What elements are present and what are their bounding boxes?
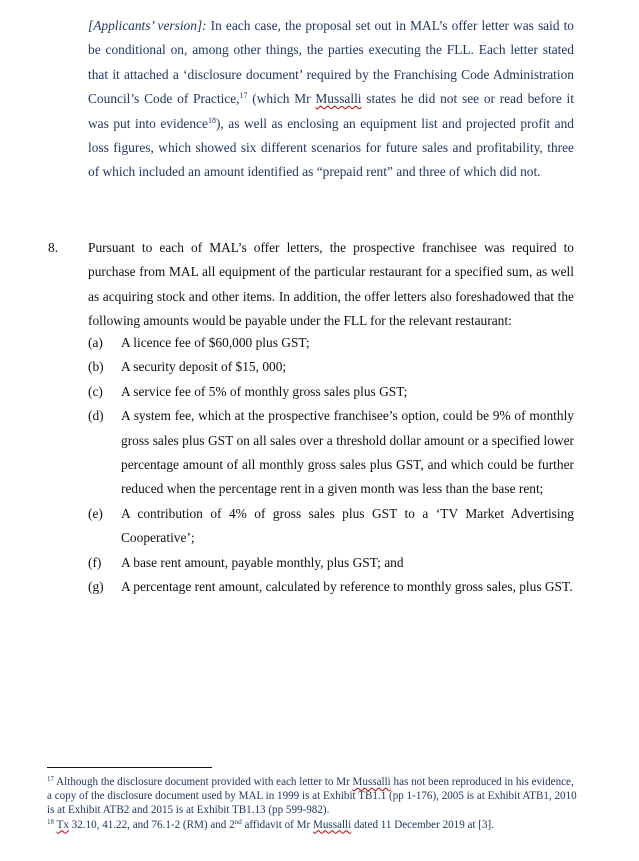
list-item-text: A percentage rent amount, calculated by reference to monthly gross sales, plus GST. [121, 579, 573, 595]
list-item-text: A licence fee of $60,000 plus GST; [121, 335, 310, 350]
footnote-18 [47, 818, 577, 832]
footnote-17-text-a: Although the disclosure document provided with each letter to Mr [54, 776, 353, 788]
list-marker: (b) [88, 359, 104, 375]
footnote-18-text-c: dated 11 December 2019 at [3]. [351, 818, 495, 831]
footnote-18-text-b: affidavit of Mr [241, 818, 313, 831]
list-item-text: A system fee, which at the prospective franchisee’s option, could be 9% of monthly gross sales plus GST on all sales over a threshold dollar amount or a specified lower percentage amount of all monthly gross sales plus GST, and which could be further reduced when the percentage rent in a given month was less than the base rent; [121, 408, 574, 497]
paragraph-number: 8. [48, 240, 59, 255]
list-marker: (d) [88, 408, 104, 424]
spellcheck-word-tx[interactable]: Tx [56, 818, 69, 831]
applicants-text-2: (which Mr [247, 91, 316, 107]
footnote-17-text-b: has not been reproduced in his evidence, a copy of the disclosure document used by MAL in 1999 is at Exhibit TB1.1 (pp 1-176), 2005 is at Exhibit ATB1, 2010 is at Exhibit ATB2 and 2015 is at Exhibit TB1.13 (pp 599-982). [47, 776, 577, 817]
list-marker: (c) [88, 383, 103, 399]
footnote-17 [47, 775, 577, 818]
paragraph-8-text: Pursuant to each of MAL’s offer letters, the prospective franchisee was required to purchase from MAL all equipment of the particular restaurant for a specified sum, as well as acquiring stock and other items. In addition, the offer letters also foreshadowed that the following amounts would be payable under the FLL for the relevant restaurant: [88, 240, 574, 329]
spellcheck-word-mussalli[interactable]: Mussalli [352, 776, 391, 788]
list-item-text: A contribution of 4% of gross sales plus GST to a ‘TV Market Advertising Cooperative’; [121, 505, 574, 546]
list-item [88, 355, 574, 379]
list-item-text: A security deposit of $15, 000; [121, 359, 287, 375]
list-marker: (a) [88, 335, 103, 350]
spellcheck-word-mussalli[interactable]: Mussalli [312, 818, 352, 831]
footnote-number-17: 17 [47, 775, 54, 783]
footnote-18-text-a: 32.10, 41.22, and 76.1-2 (RM) and 2 [68, 818, 235, 831]
spellcheck-word-mussalli[interactable]: Mussalli [315, 91, 362, 107]
list-item [88, 404, 574, 502]
list-item-text: A base rent amount, payable monthly, plus GST; and [121, 554, 404, 570]
ordinal-suffix: nd [234, 817, 242, 826]
list-marker: (f) [88, 554, 102, 570]
fee-list [88, 331, 574, 599]
list-item [88, 551, 574, 575]
footnote-number-18: 18 [47, 817, 54, 826]
applicants-text-3: states he did not see or read before it was put into evidence [88, 91, 574, 131]
list-item [88, 502, 574, 551]
list-item-text: A service fee of 5% of monthly gross sales plus GST; [121, 383, 408, 399]
list-marker: (g) [88, 579, 104, 595]
applicants-text-1: In each case, the proposal set out in MAL’s offer letter was said to be conditional on, among other things, the parties executing the FLL. Each letter stated that it attached a ‘disclosure document’ required by the Franchising Code Administration Council’s Code of Practice, [88, 18, 574, 107]
applicants-version-label: [Applicants’ version]: [88, 18, 207, 33]
list-marker: (e) [88, 505, 103, 521]
footnote-separator [47, 767, 212, 768]
footnote-ref-17[interactable]: 17 [239, 91, 248, 101]
applicants-version-paragraph [88, 14, 574, 185]
applicants-text-4: ), as well as enclosing an equipment list and projected profit and loss figures, which showed six different scenarios for future sales and profitability, three of which included an amount identified as “prepaid rent” and three of which did not. [88, 115, 574, 180]
list-item [88, 575, 574, 599]
list-item [88, 380, 574, 404]
footnote-ref-18[interactable]: 18 [207, 115, 216, 125]
footnotes [47, 775, 577, 832]
list-item [88, 331, 574, 355]
